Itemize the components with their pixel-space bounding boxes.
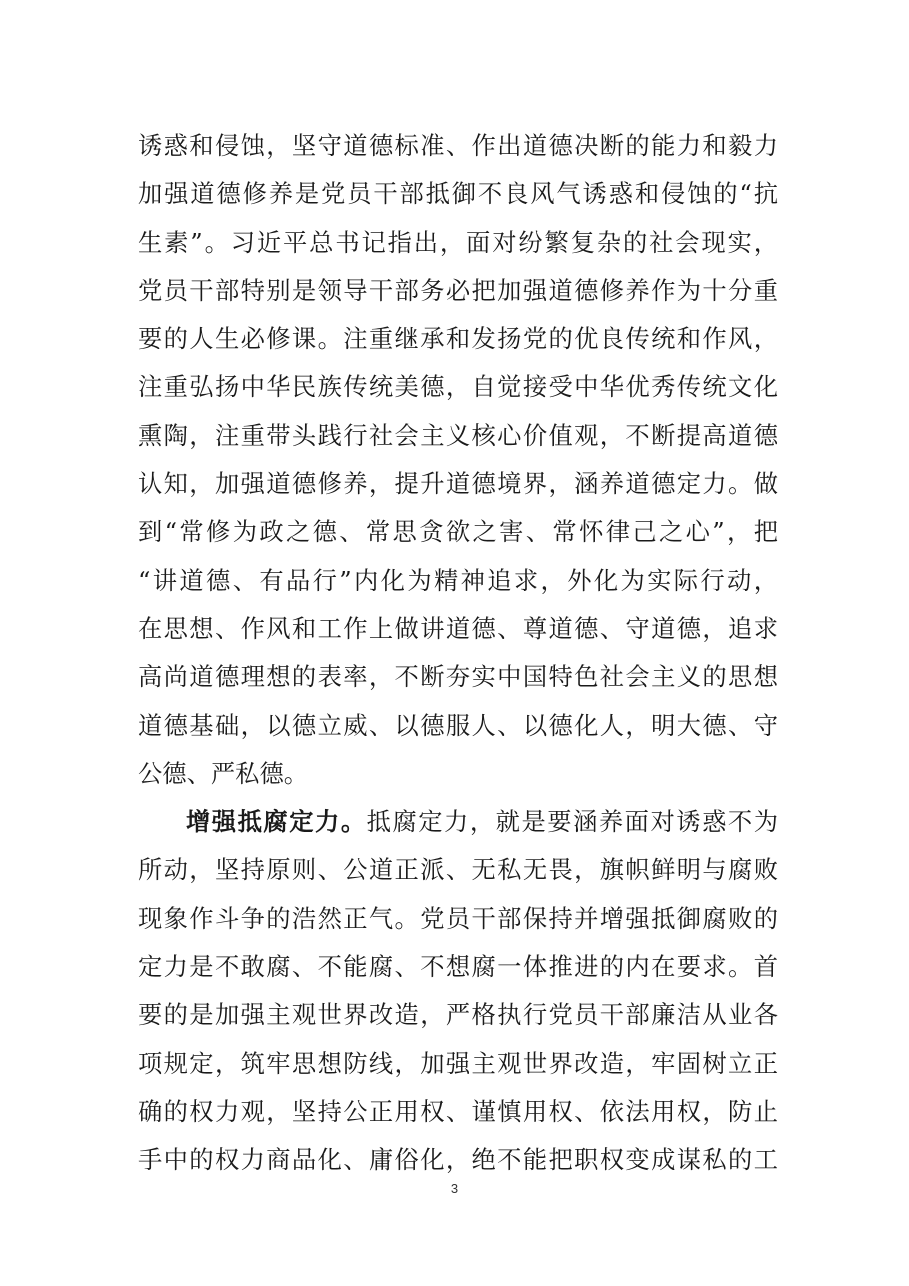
text-line: 生素”。习近平总书记指出，面对纷繁复杂的社会现实，: [138, 227, 778, 257]
section-heading: 增强抵腐定力。: [186, 807, 367, 837]
text-line: 项规定，筑牢思想防线，加强主观世界改造，牢固树立正: [138, 1048, 778, 1078]
text-line: 在思想、作风和工作上做讲道德、尊道德、守道德，追求: [138, 613, 778, 643]
text-line: 认知，加强道德修养，提升道德境界，涵养道德定力。做: [138, 469, 778, 499]
text-line: 道德基础，以德立威、以德服人、以德化人，明大德、守: [138, 710, 778, 740]
paragraph-anti-corruption: [138, 798, 778, 1184]
text-line: “讲道德、有品行”内化为精神追求，外化为实际行动，: [138, 565, 778, 595]
text-line: 确的权力观，坚持公正用权、谨慎用权、依法用权，防止: [138, 1096, 778, 1126]
text-line: 定力是不敢腐、不能腐、不想腐一体推进的内在要求。首: [138, 952, 778, 982]
text-line: [138, 798, 778, 846]
heading-line-text: 抵腐定力，就是要涵养面对诱惑不为: [366, 807, 778, 837]
text-line: 党员干部特别是领导干部务必把加强道德修养作为十分重: [138, 275, 778, 305]
text-line: 注重弘扬中华民族传统美德，自觉接受中华优秀传统文化: [138, 372, 778, 402]
text-line: 手中的权力商品化、庸俗化，绝不能把职权变成谋私的工: [138, 1145, 778, 1175]
text-line: 现象作斗争的浩然正气。党员干部保持并增强抵御腐败的: [138, 903, 778, 933]
text-line: 诱惑和侵蚀，坚守道德标准、作出道德决断的能力和毅力: [138, 131, 778, 160]
text-line: 加强道德修养是党员干部抵御不良风气诱惑和侵蚀的“抗: [138, 179, 778, 209]
text-line: 要的是加强主观世界改造，严格执行党员干部廉洁从业各: [138, 1000, 778, 1030]
text-line: 所动，坚持原则、公道正派、无私无畏，旗帜鲜明与腐败: [138, 855, 778, 885]
text-line: 公德、严私德。: [138, 758, 309, 788]
text-line: 熏陶，注重带头践行社会主义核心价值观，不断提高道德: [138, 420, 778, 450]
page-number: 3: [450, 1181, 459, 1196]
body-text: [138, 122, 778, 1185]
text-line: 到“常修为政之德、常思贪欲之害、常怀律己之心”，把: [138, 517, 778, 547]
paragraph-moral-cultivation: [138, 122, 778, 798]
text-line: 要的人生必修课。注重继承和发扬党的优良传统和作风，: [138, 324, 778, 354]
text-line: 高尚道德理想的表率，不断夯实中国特色社会主义的思想: [138, 662, 778, 692]
